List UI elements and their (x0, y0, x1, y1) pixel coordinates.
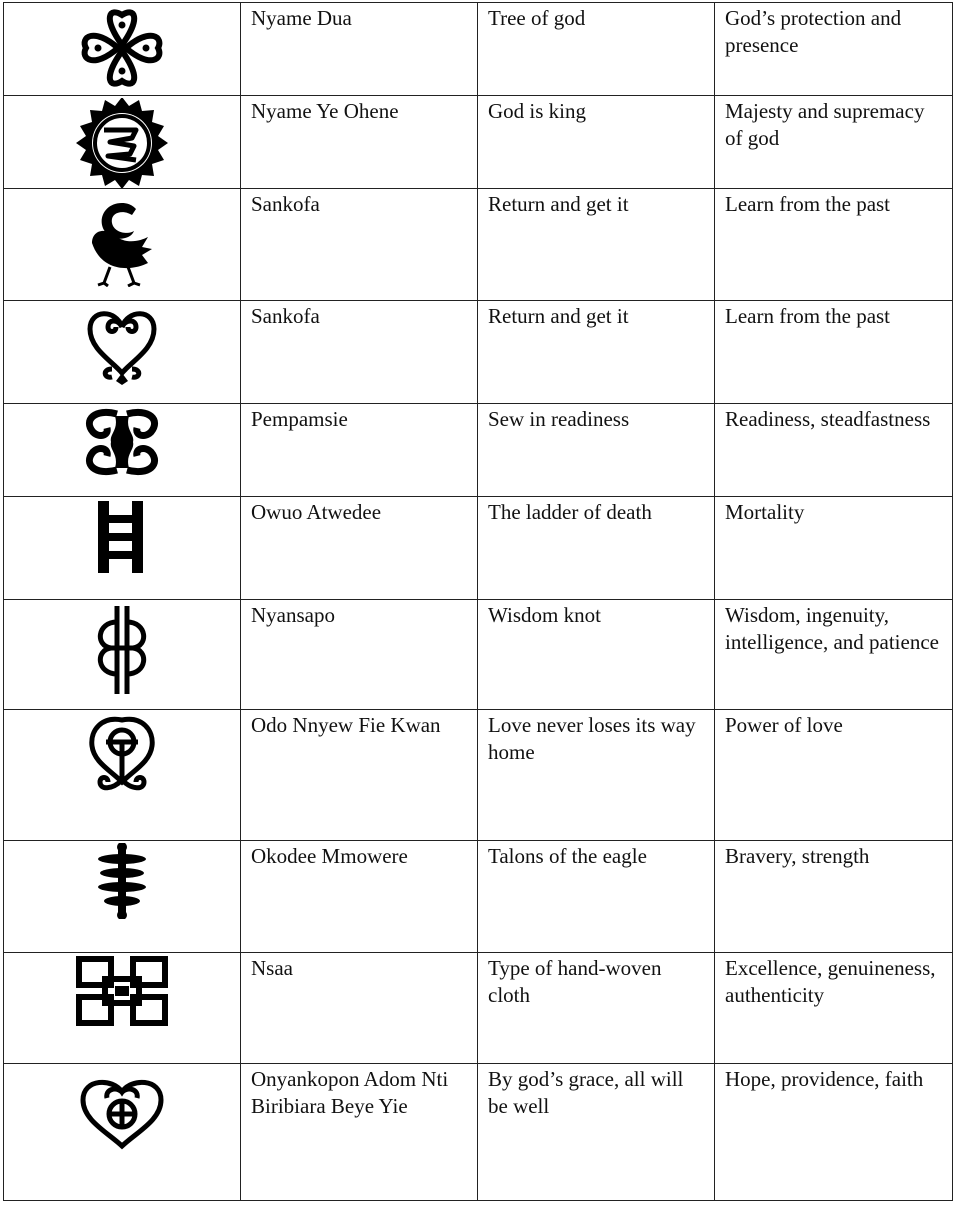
pempamsie-icon (79, 406, 165, 478)
symbolism-cell: Learn from the past (715, 189, 953, 301)
name-cell: Odo Nnyew Fie Kwan (241, 710, 478, 841)
symbolism-cell: Wisdom, ingenuity, intelligence, and patience (715, 600, 953, 710)
table-row (4, 600, 953, 710)
name-cell: Pempamsie (241, 404, 478, 497)
onyankopon-adom-icon (77, 1076, 167, 1150)
nsaa-icon (75, 955, 169, 1027)
meaning-cell: Type of hand-woven cloth (478, 953, 715, 1064)
name-cell: Sankofa (241, 189, 478, 301)
table-row (4, 301, 953, 404)
meaning-cell: The ladder of death (478, 497, 715, 600)
symbol-cell (4, 3, 241, 96)
symbol-cell (4, 710, 241, 841)
meaning-cell: Sew in readiness (478, 404, 715, 497)
table-row (4, 189, 953, 301)
symbol-cell (4, 953, 241, 1064)
name-cell: Sankofa (241, 301, 478, 404)
meaning-cell: By god’s grace, all will be well (478, 1064, 715, 1201)
meaning-cell: Talons of the eagle (478, 841, 715, 953)
nyame-ye-ohene-icon (74, 98, 170, 188)
symbolism-cell: Majesty and supremacy of god (715, 96, 953, 189)
name-cell: Nyansapo (241, 600, 478, 710)
symbolism-cell: Readiness, steadfastness (715, 404, 953, 497)
name-cell: Onyankopon Adom Nti Biribiara Beye Yie (241, 1064, 478, 1201)
table-row (4, 497, 953, 600)
name-cell: Nyame Ye Ohene (241, 96, 478, 189)
meaning-cell: Return and get it (478, 301, 715, 404)
table-row (4, 953, 953, 1064)
meaning-cell: Wisdom knot (478, 600, 715, 710)
meaning-cell: Tree of god (478, 3, 715, 96)
odo-nnyew-fie-kwan-icon (82, 712, 162, 798)
adinkra-symbols-table (3, 2, 953, 1201)
symbolism-cell: God’s protection and presence (715, 3, 953, 96)
name-cell: Nsaa (241, 953, 478, 1064)
meaning-cell: God is king (478, 96, 715, 189)
table-row (4, 841, 953, 953)
meaning-cell: Love never loses its way home (478, 710, 715, 841)
nyansapo-icon (87, 602, 157, 696)
table-row (4, 1064, 953, 1201)
symbol-cell (4, 96, 241, 189)
nyame-dua-icon (72, 5, 172, 91)
sankofa-heart-icon (82, 303, 162, 389)
symbolism-cell: Mortality (715, 497, 953, 600)
table-row (4, 3, 953, 96)
symbolism-cell: Hope, providence, faith (715, 1064, 953, 1201)
table-row (4, 96, 953, 189)
sankofa-bird-icon (82, 191, 162, 287)
symbol-cell (4, 497, 241, 600)
table-row (4, 404, 953, 497)
symbolism-cell: Excellence, genuineness, authenticity (715, 953, 953, 1064)
meaning-cell: Return and get it (478, 189, 715, 301)
name-cell: Owuo Atwedee (241, 497, 478, 600)
symbolism-cell: Power of love (715, 710, 953, 841)
okodee-mmowere-icon (90, 843, 154, 919)
owuo-atwedee-icon (92, 499, 152, 575)
symbol-cell (4, 404, 241, 497)
name-cell: Nyame Dua (241, 3, 478, 96)
symbol-cell (4, 189, 241, 301)
symbolism-cell: Bravery, strength (715, 841, 953, 953)
symbol-cell (4, 301, 241, 404)
table-row (4, 710, 953, 841)
symbol-cell (4, 1064, 241, 1201)
name-cell: Okodee Mmowere (241, 841, 478, 953)
symbol-cell (4, 600, 241, 710)
symbol-cell (4, 841, 241, 953)
symbolism-cell: Learn from the past (715, 301, 953, 404)
